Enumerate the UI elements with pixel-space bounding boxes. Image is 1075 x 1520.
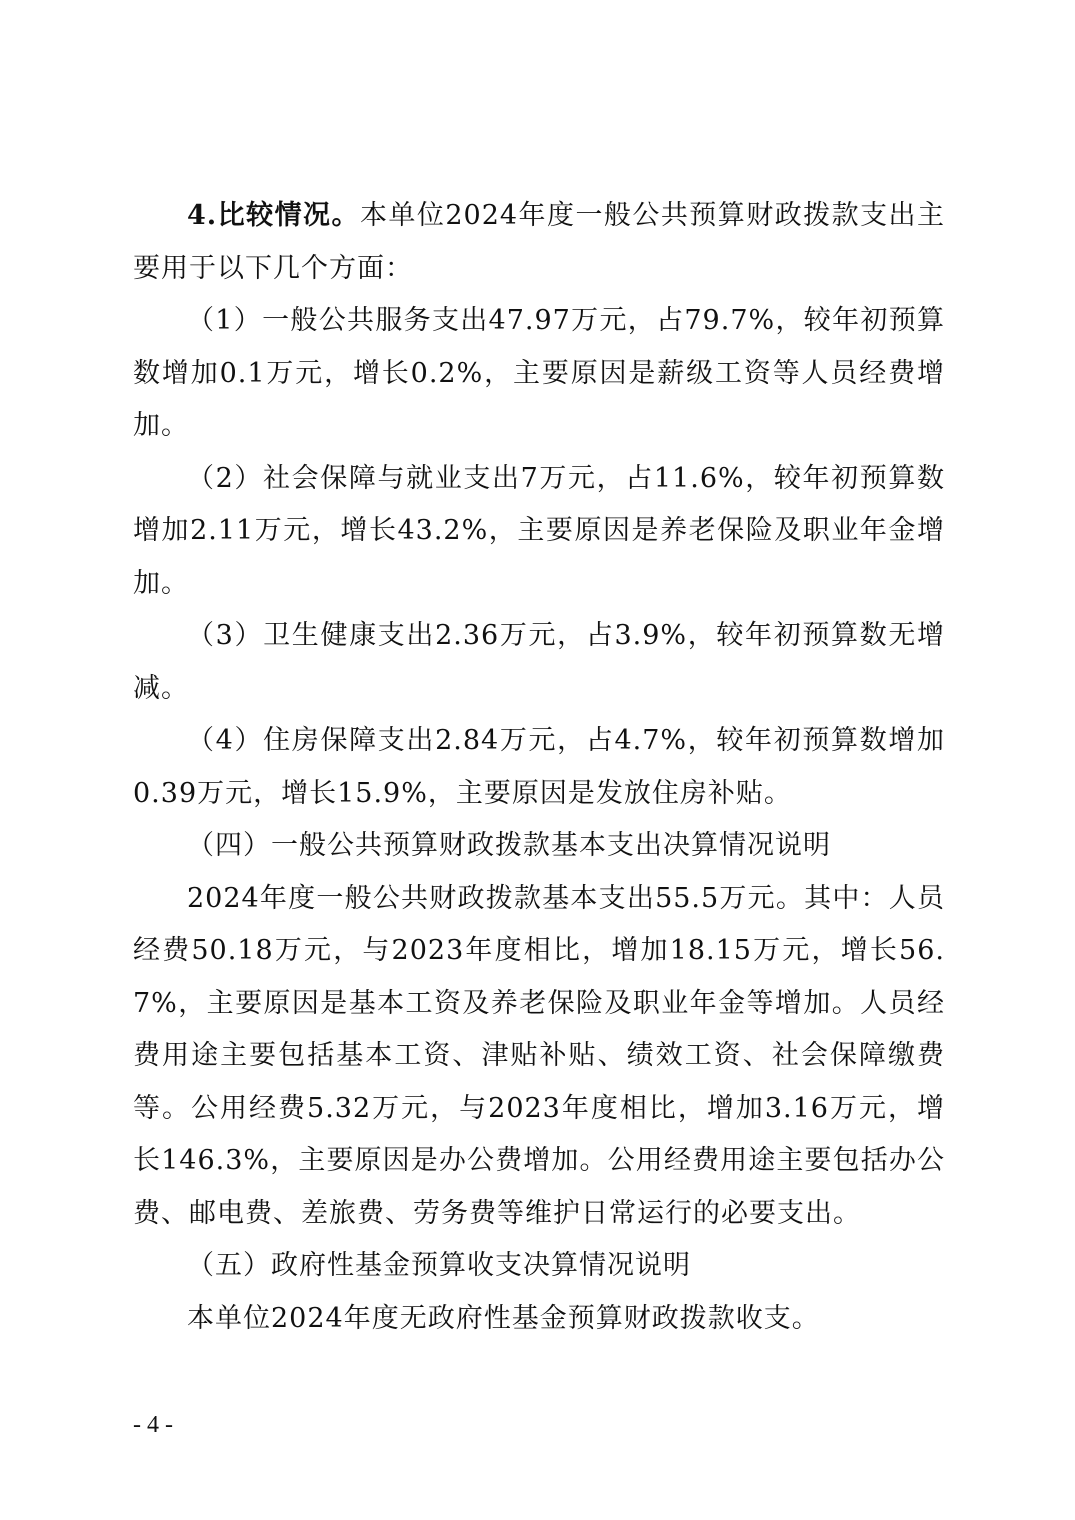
section-four-body: 2024年度一般公共财政拨款基本支出55.5万元。其中：人员经费50.18万元，与2023年度相比，增加18.15万元，增长56.7%，主要原因是基本工资及养老保险及职业年金等增加。人员经费用途主要包括基本工资、津贴补贴、绩效工资、社会保障缴费等。公用经费5.32万元，与2023年度相比，增加3.16万元，增长146.3%，主要原因是办公费增加。公用经费用途主要包括办公费、邮电费、差旅费、劳务费等维护日常运行的必要支出。 — [133, 882, 945, 1229]
comparison-paragraph — [133, 190, 945, 295]
expenditure-item-1: （1）一般公共服务支出47.97万元，占79.7%，较年初预算数增加0.1万元，增长0.2%，主要原因是薪级工资等人员经费增加。 — [133, 305, 945, 441]
comparison-heading: 4.比较情况。 — [187, 200, 360, 231]
comparison-intro: 本单位2024年度一般公共预算财政拨款支出主要用于以下几个方面： — [133, 200, 946, 284]
expenditure-item-4: （4）住房保障支出2.84万元，占4.7%，较年初预算数增加0.39万元，增长15.9%，主要原因是发放住房补贴。 — [133, 725, 945, 809]
page-number: - 4 - — [133, 1412, 173, 1438]
expenditure-item-2: （2）社会保障与就业支出7万元，占11.6%，较年初预算数增加2.11万元，增长43.2%，主要原因是养老保险及职业年金增加。 — [133, 462, 945, 599]
document-body — [133, 190, 945, 1345]
expenditure-item-3: （3）卫生健康支出2.36万元，占3.9%，较年初预算数无增减。 — [133, 620, 945, 704]
section-four-heading: （四）一般公共预算财政拨款基本支出决算情况说明 — [187, 830, 831, 861]
section-five-body: 本单位2024年度无政府性基金预算财政拨款收支。 — [187, 1302, 820, 1334]
section-five-heading: （五）政府性基金预算收支决算情况说明 — [187, 1250, 691, 1281]
